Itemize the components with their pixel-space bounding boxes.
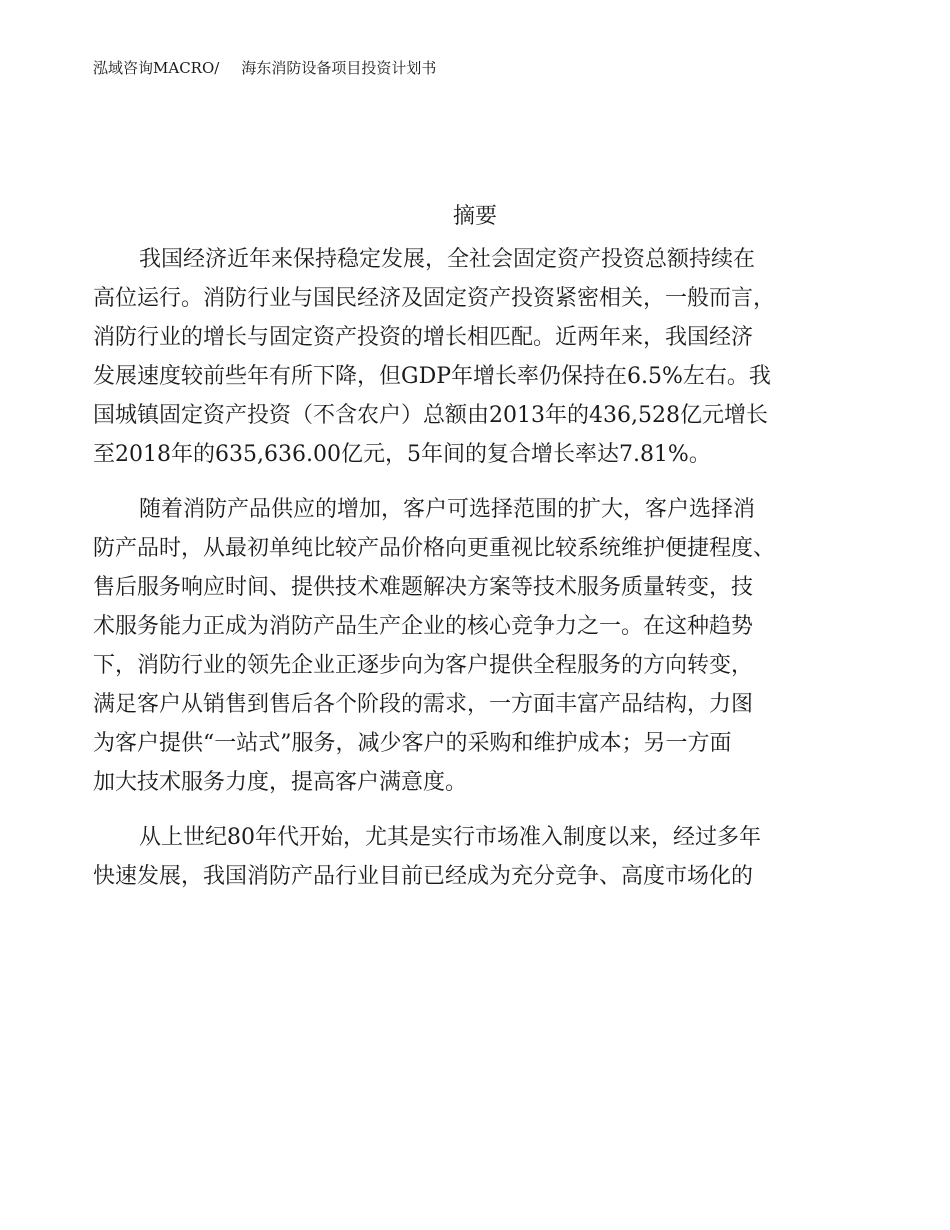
text-line: 术服务能力正成为消防产品生产企业的核心竞争力之一。在这种趋势 bbox=[93, 614, 754, 639]
text-line: 消防行业的增长与固定资产投资的增长相匹配。近两年来，我国经济 bbox=[93, 325, 754, 350]
text-line: 我国经济近年来保持稳定发展，全社会固定资产投资总额持续在 bbox=[139, 247, 756, 272]
header-source: 泓域咨询MACRO/ bbox=[93, 59, 220, 77]
text-line: 快速发展，我国消防产品行业目前已经成为充分竞争、高度市场化的 bbox=[93, 864, 754, 889]
text-line: 防产品时，从最初单纯比较产品价格向更重视比较系统维护便捷程度、 bbox=[93, 536, 776, 561]
text-line: 随着消防产品供应的增加，客户可选择范围的扩大，客户选择消 bbox=[139, 497, 756, 522]
header-doc-title: 海东消防设备项目投资计划书 bbox=[241, 59, 437, 77]
text-line: 发展速度较前些年有所下降，但GDP年增长率仍保持在6.5%左右。我 bbox=[93, 364, 771, 389]
text-line: 为客户提供“一站式”服务，减少客户的采购和维护成本；另一方面 bbox=[93, 731, 732, 756]
text-line: 满足客户从销售到售后各个阶段的需求，一方面丰富产品结构，力图 bbox=[93, 692, 754, 717]
paragraph bbox=[93, 818, 893, 896]
text-line: 下，消防行业的领先企业正逐步向为客户提供全程服务的方向转变， bbox=[93, 653, 754, 678]
text-line: 高位运行。消防行业与国民经济及固定资产投资紧密相关，一般而言， bbox=[93, 286, 776, 311]
text-line: 国城镇固定资产投资（不含农户）总额由2013年的436,528亿元增长 bbox=[93, 403, 768, 428]
section-title: 摘要 bbox=[452, 204, 497, 229]
text-line: 售后服务响应时间、提供技术难题解决方案等技术服务质量转变，技 bbox=[93, 575, 754, 600]
text-line: 加大技术服务力度，提高客户满意度。 bbox=[93, 770, 468, 795]
page-header bbox=[93, 58, 436, 78]
body-text bbox=[93, 240, 893, 896]
paragraph bbox=[93, 490, 893, 802]
text-line: 至2018年的635,636.00亿元，5年间的复合增长率达7.81%。 bbox=[93, 442, 711, 467]
text-line: 从上世纪80年代开始，尤其是实行市场准入制度以来，经过多年 bbox=[139, 825, 761, 850]
paragraph bbox=[93, 240, 893, 474]
